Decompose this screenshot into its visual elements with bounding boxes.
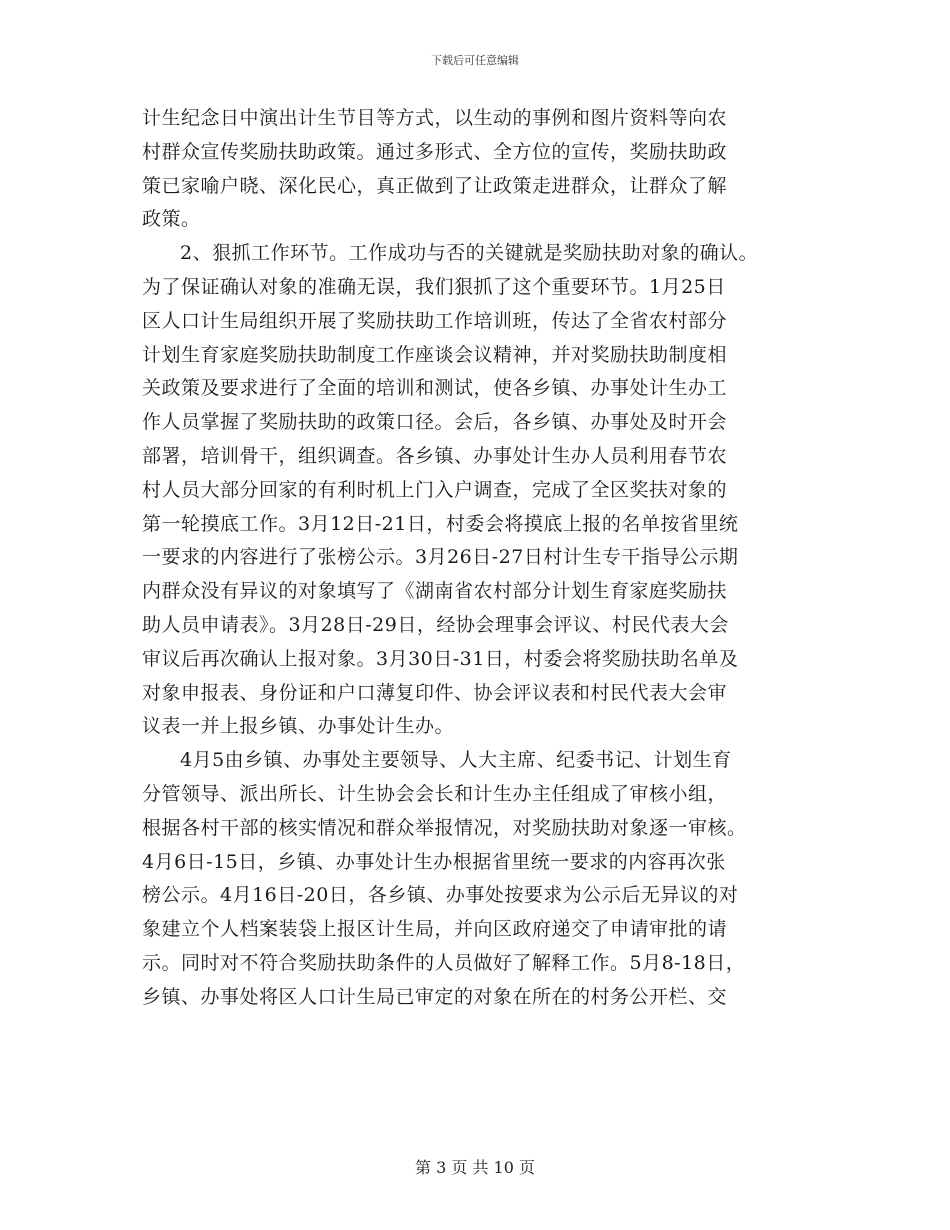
- text-line: 根据各村干部的核实情况和群众举报情况，对奖励扶助对象逐一审核。: [142, 816, 747, 839]
- text-line: 政策。: [142, 208, 201, 231]
- text-line: 对象申报表、身份证和户口薄复印件、协会评议表和村民代表大会审: [142, 681, 728, 704]
- text-line: 分管领导、派出所长、计生协会会长和计生办主任组成了审核小组，: [142, 782, 728, 805]
- text-line: 审议后再次确认上报对象。3月30日-31日，村委会将奖励扶助名单及: [142, 647, 739, 670]
- text-line: 部署，培训骨干，组织调查。各乡镇、办事处计生办人员利用春节农: [142, 444, 728, 467]
- text-line: 2、狠抓工作环节。工作成功与否的关键就是奖励扶助对象的确认。: [180, 242, 759, 265]
- text-line: 计生纪念日中演出计生节目等方式，以生动的事例和图片资料等向农: [142, 107, 728, 129]
- text-line: 4月6日-15日，乡镇、办事处计生办根据省里统一要求的内容再次张: [142, 850, 726, 873]
- text-line: 关政策及要求进行了全面的培训和测试，使各乡镇、办事处计生办工: [142, 377, 728, 400]
- page-number: 第 3 页 共 10 页: [415, 1158, 535, 1177]
- document-body: [142, 102, 832, 1015]
- page-header-note: 下载后可任意编辑: [431, 54, 519, 67]
- text-line: 示。同时对不符合奖励扶助条件的人员做好了解释工作。5月8-18日，: [142, 951, 746, 974]
- text-line: 村人员大部分回家的有利时机上门入户调查，完成了全区奖扶对象的: [142, 478, 728, 501]
- text-line: 象建立个人档案装袋上报区计生局，并向区政府递交了申请审批的请: [142, 918, 728, 941]
- text-line: 计划生育家庭奖励扶助制度工作座谈会议精神，并对奖励扶助制度相: [142, 343, 728, 366]
- text-line: 策已家喻户晓、深化民心，真正做到了让政策走进群众，让群众了解: [142, 174, 728, 197]
- text-line: 4月5由乡镇、办事处主要领导、人大主席、纪委书记、计划生育: [180, 749, 732, 772]
- text-line: 内群众没有异议的对象填写了《湖南省农村部分计划生育家庭奖励扶: [142, 580, 728, 603]
- text-line: 村群众宣传奖励扶助政策。通过多形式、全方位的宣传，奖励扶助政: [142, 140, 728, 163]
- text-line: 一要求的内容进行了张榜公示。3月26日-27日村计生专干指导公示期: [142, 546, 739, 569]
- text-line: 区人口计生局组织开展了奖励扶助工作培训班，传达了全省农村部分: [142, 309, 728, 332]
- text-line: 乡镇、办事处将区人口计生局已审定的对象在所在的村务公开栏、交: [142, 985, 728, 1008]
- text-line: 作人员掌握了奖励扶助的政策口径。会后，各乡镇、办事处及时开会: [142, 411, 728, 434]
- text-line: 议表一并上报乡镇、办事处计生办。: [142, 715, 455, 738]
- text-line: 为了保证确认对象的准确无误，我们狠抓了这个重要环节。1月25日: [142, 275, 726, 298]
- text-line: 榜公示。4月16日-20日，各乡镇、办事处按要求为公示后无异议的对: [142, 884, 739, 907]
- text-line: 第一轮摸底工作。3月12日-21日，村委会将摸底上报的名单按省里统: [142, 512, 739, 535]
- text-line: 助人员申请表》。3月28日-29日，经协会理事会评议、村民代表大会: [142, 613, 729, 636]
